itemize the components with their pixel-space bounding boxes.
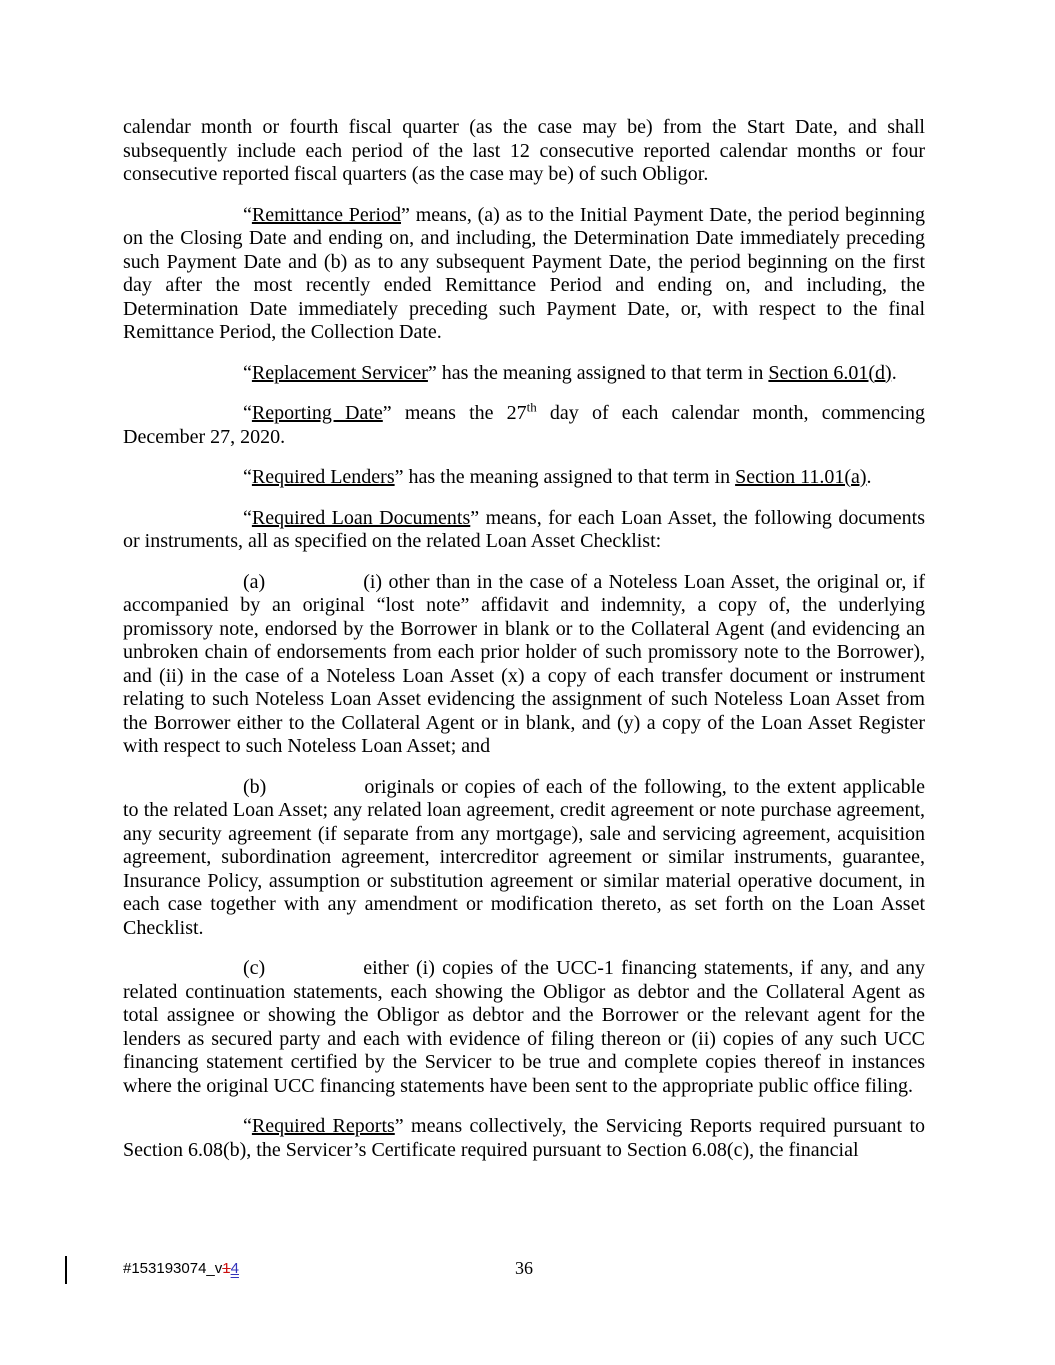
list-item-b-originals-or-copies [123,776,925,941]
text-run: day of each calendar month, commencing December 27, 2020. [123,402,925,448]
text-run: ” means the 27 [382,402,527,424]
text-run: ” means, (a) as to the Initial Payment Date, the period beginning on the Closing Date and ending on, and including, the Determination Date immediately preceding such Payment Date and (b) as to any subsequent Payment Date, the period beginning on the first day after the most recently ended Remittance Period and ending on, and including, the Determination Date immediately preceding such Payment Date, or, with respect to the final Remittance Period, the Collection Date. [123,203,925,343]
text-run: . [891,361,897,384]
text-run: ” has the meaning assigned to that term in [394,466,736,488]
definition-required-lenders [123,466,925,490]
defined-term: Replacement Servicer [251,361,428,384]
text-run: ” means collectively, the Servicing Reports required pursuant to Section 6.08(b), the Servicer’s Certificate required pursuant to Section 6.08(c), the financial [123,1115,925,1161]
text-run: “ [243,203,252,226]
document-id-deleted-text: 1 [222,1260,231,1277]
document-id-prefix: #153193074_v [123,1260,223,1277]
defined-term: Required Lenders [251,466,395,488]
text-run: . [866,466,872,488]
text-run: ” has the meaning assigned to that term in [427,361,769,384]
page-footer [123,1258,925,1288]
text-run: calendar month or fourth fiscal quarter (as the case may be) from the Start Date, and shall subsequently include each period of the last 12 consecutive reported calendar months or four consecutive reported fiscal quarters (as the case may be) of such Obligor. [123,116,925,185]
defined-term: Section 6.01(d) [768,361,892,384]
text-run: “ [243,506,252,529]
text-run: “ [243,1115,252,1137]
defined-term: Remittance Period [251,203,402,226]
ordinal-suffix: th [526,399,537,415]
text-run: (b) [243,775,267,798]
text-run: (a) [243,570,266,593]
page-number: 36 [515,1258,533,1278]
paragraph-continuation-fiscal-quarter [123,116,925,187]
definition-replacement-servicer [123,362,925,386]
defined-term: Required Loan Documents [251,506,471,529]
text-run: ” means, for each Loan Asset, the following documents or instruments, all as specified on the related Loan Asset Checklist: [123,506,926,552]
text-run: originals or copies of each of the following, to the extent applicable to the related Loan Asset; any related loan agreement, credit agreement or note purchase agreement, any security agreement (if separate from any mortgage), sale and servicing agreement, acquisition agreement, subordination agreement, intercreditor agreement or similar instruments, guarantee, Insurance Policy, assumption or substitution agreement or similar material operative document, in each case together with any amendment or modification thereto, as set forth on the Loan Asset Checklist. [123,775,925,939]
definition-required-loan-documents [123,507,925,554]
text-run: “ [243,466,252,488]
list-item-a-promissory-note [123,571,925,759]
defined-term: Reporting Date [251,402,383,424]
text-run: either (i) copies of the UCC-1 financing statements, if any, and any related continuation statements, each showing the Obligor as debtor and the Collateral Agent as total assignee or showing the Obligor as debtor and the Borrower or the relevant agent for the lenders as secured party and each with evidence of filing thereon or (ii) copies of any such UCC financing statement certified by the Servicer to be true and complete copies thereof in instances where the original UCC financing statements have been sent to the appropriate public office filing. [123,957,925,1097]
document-id-inserted-text: 4 [230,1260,239,1277]
text-run: “ [243,361,252,384]
text-run: “ [243,402,252,424]
definition-remittance-period [123,204,925,345]
definition-required-reports [123,1115,925,1162]
text-run: (i) other than in the case of a Noteless Loan Asset, the original or, if accompanied by an original “lost note” affidavit and indemnity, a copy of, the underlying promissory note, endorsed by the Borrower in blank or to the Collateral Agent (and evidencing an unbroken chain of endorsements from each prior holder of such promissory note to the Borrower), and (ii) in the case of a Noteless Loan Asset (x) a copy of each transfer document or instrument relating to such Noteless Loan Asset evidencing the assignment of such Noteless Loan Asset from the Borrower either to the Collateral Agent or in blank, and (y) a copy of the Loan Asset Register with respect to such Noteless Loan Asset; and [123,570,925,757]
document-body [123,116,925,1179]
defined-term: Section 11.01(a) [735,466,867,488]
text-run: (c) [243,957,266,979]
list-item-c-ucc-financing-statements [123,957,925,1098]
defined-term: Required Reports [251,1115,395,1137]
definition-reporting-date [123,399,925,449]
change-bar [65,1256,67,1284]
